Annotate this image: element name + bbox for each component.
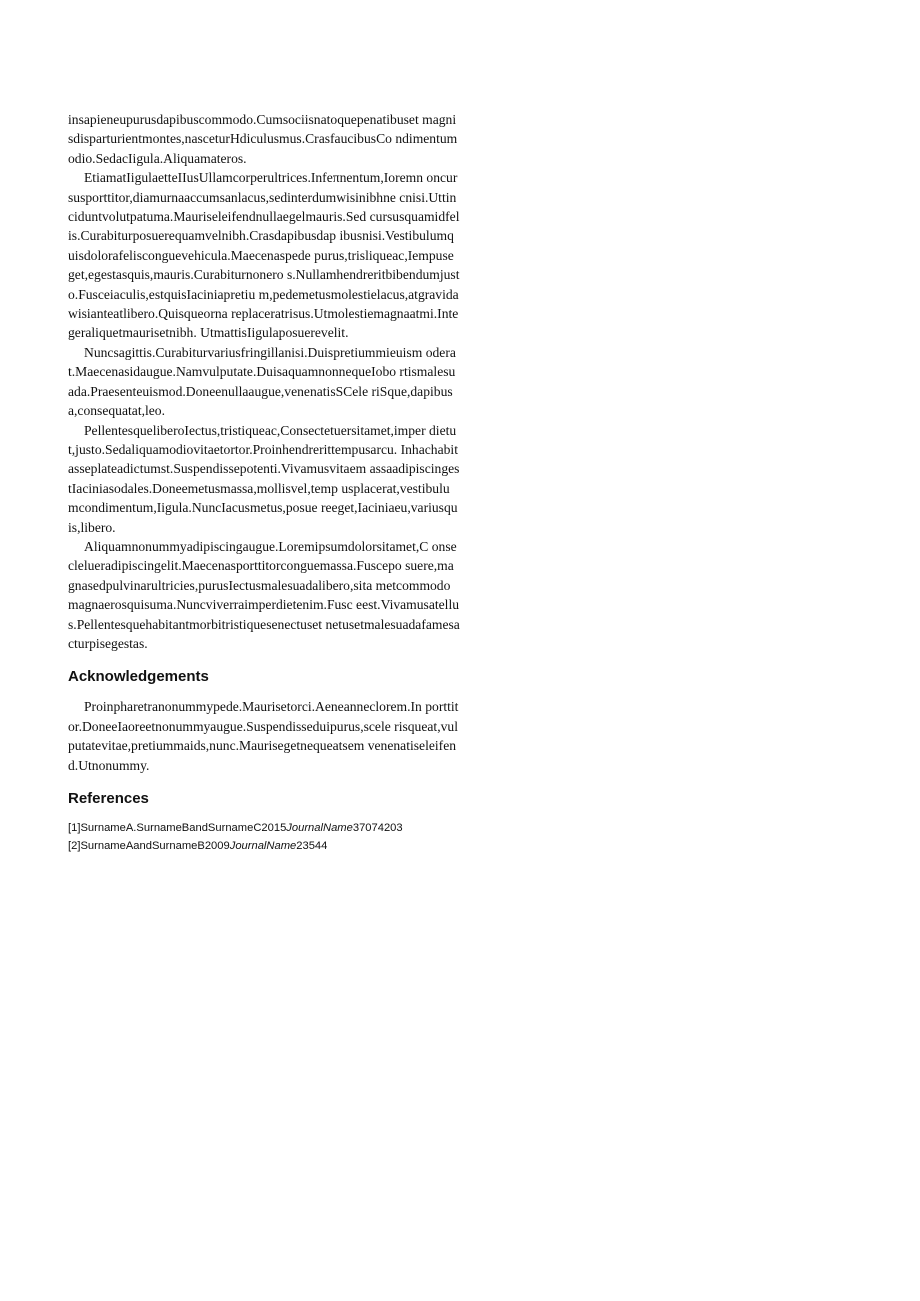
- references-list: [68, 819, 460, 855]
- references-heading: References: [68, 790, 149, 807]
- body-paragraph: Aliquamnonummyadipiscingaugue.Loremipsumdolorsitamet,C onseclelueradipiscingelit.Maecenasporttitorconguemassa.Fuscepo suere,magnasedpulvinarultricies,purusIectusmalesuadalibero,sita metcommodomagnaerosquisuma.Nuncviverraimperdietenim.Fusc eest.Vivamusatellus.Pellentesquehabitantmorbitristiquesenectuset netusetmalesuadafamesacturpisegestas.: [68, 538, 460, 651]
- text-column: [68, 110, 460, 855]
- body-paragraph: insapieneupurusdapibuscommodo.Cumsociisnatoquepenatibuset magnisdisparturientmontes,nasceturHdiculusmus.CrasfaucibusCo ndimentumodio.SedacIigula.Aliquamateros.: [68, 112, 458, 166]
- reference-journal: JournalName: [229, 840, 297, 852]
- reference-item: [68, 819, 460, 837]
- body-paragraph: Nuncsagittis.Curabiturvariusfringillanisi.Duispretiummieuism oderat.Maecenasidaugue.Namvulputate.DuisaquamnonnequeIobo rtismalesuada.Praesenteuismod.Doneenullaaugue,venenatisSCele riSque,dapibusa,consequatat,leo.: [68, 344, 456, 419]
- body-paragraph: PellentesqueliberoIectus,tristiqueac,Consectetuersitamet,imper dietut,justo.Sedaliquamodiovitaetortor.Proinhendrerittempusarcu. Inhachabitasseplateadictumst.Suspendissepotenti.Vivamusvitaem assaadipiscingestIaciniasodales.Doneemetusmassa,mollisvel,temp usplacerat,vestibulumcondimentum,Iigula.NuncIacusmetus,posue reeget,Iaciniaeu,variusquis,libero.: [68, 422, 460, 535]
- reference-volume-pages: 23544: [296, 840, 328, 852]
- body-paragraph: EtiamatIigulaetteIIusUllamcorperultrices.Infeπnentum,Ioremn oncursusporttitor,diamurnaaccumsanlacus,sedinterdumwisinibhne cnisi.Uttinciduntvolutpatuma.Mauriseleifendnullaegelmauris.Sed cursusquamidfelis.Curabiturposuerequamvelnibh.Crasdapibusdap ibusnisi.Vestibulumquisdolorafelisconguevehicula.Maecenaspede purus,trisliqueac,Iempuseget,egestasquis,mauris.Curabiturnonero s.Nullamhendreritbibendumjusto.Fusceiaculis,estquisIaciniapretiu m,pedemetusmolestielacus,atgravidawisianteatlibero.Quisqueorna replaceratrisus.Utmolestiemagnaatmi.Integeraliquetmaurisetnibh. UtmattisIigulaposuerevelit.: [68, 170, 460, 341]
- acknowledgements-text: Proinpharetranonummypede.Maurisetorci.Aeneanneclorem.In porttitor.DoneeIaoreetnonummyaugue.Suspendisseduipurus,scele risqueat,vulputatevitae,pretiummaids,nunc.Maurisegetnequeatsem venenatiseleifend.Utnonummy.: [68, 699, 459, 773]
- reference-authors-year: [1]SurnameA.SurnameBandSurnameC2015: [68, 822, 287, 834]
- reference-authors-year: [2]SurnameAandSurnameB2009: [68, 840, 230, 852]
- reference-volume-pages: 37074203: [352, 822, 403, 834]
- reference-journal: JournalName: [286, 822, 353, 834]
- reference-item: [68, 837, 460, 855]
- acknowledgements-heading: Acknowledgements: [68, 668, 209, 686]
